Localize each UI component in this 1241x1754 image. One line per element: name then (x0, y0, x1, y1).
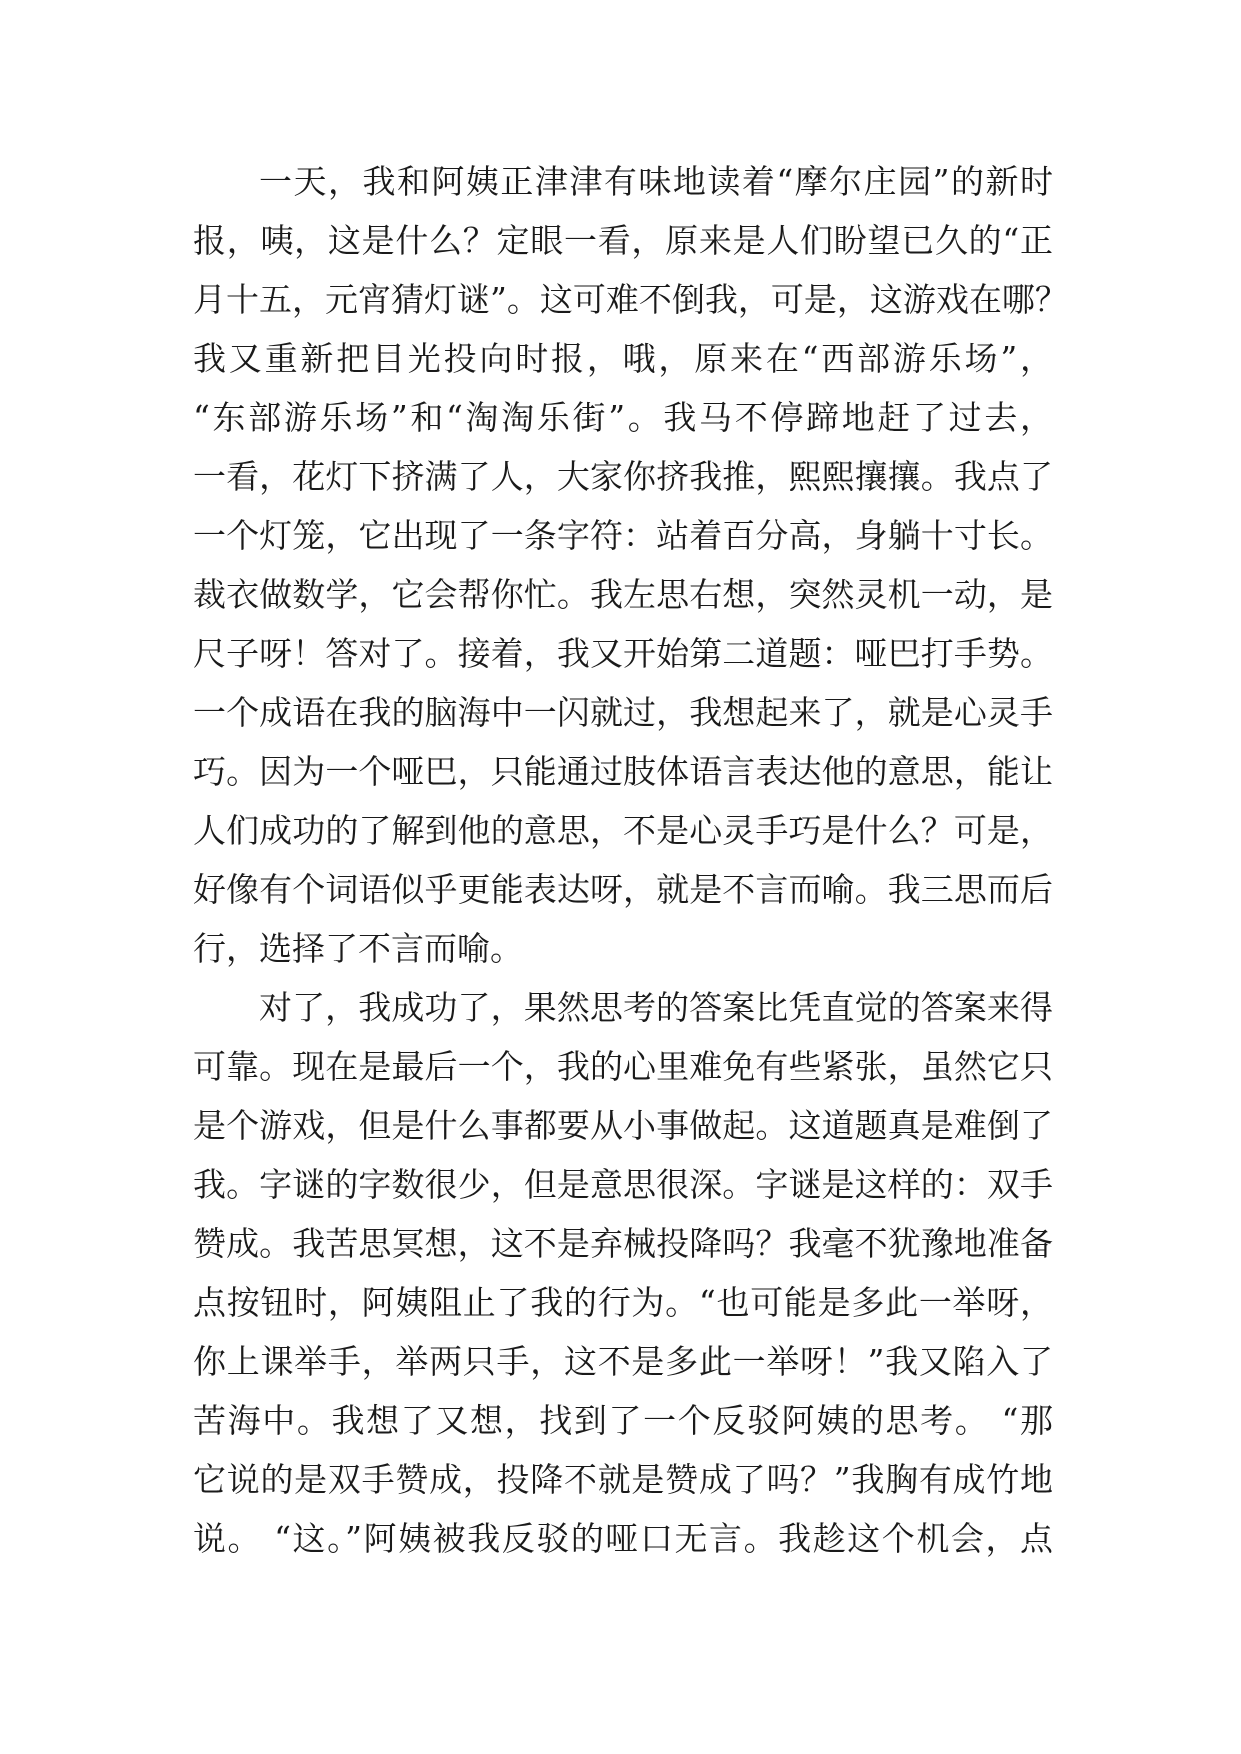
text-line: 我。字谜的字数很少，但是意思很深。字谜是这样的：双手 (193, 1165, 1053, 1204)
text-line: 苦海中。我想了又想，找到了一个反驳阿姨的思考。 “那 (193, 1401, 1053, 1440)
document-body (193, 152, 1068, 1568)
text-line: 一看，花灯下挤满了人，大家你挤我推，熙熙攘攘。我点了 (193, 457, 1053, 496)
text-line: 一个灯笼，它出现了一条字符：站着百分高，身躺十寸长。 (193, 516, 1053, 555)
text-line: 它说的是双手赞成，投降不就是赞成了吗？”我胸有成竹地 (193, 1460, 1053, 1499)
text-line: 人们成功的了解到他的意思，不是心灵手巧是什么？可是， (193, 811, 1053, 850)
text-line: 尺子呀！答对了。接着，我又开始第二道题：哑巴打手势。 (193, 634, 1053, 673)
text-line: 一天，我和阿姨正津津有味地读着“摩尔庄园”的新时 (259, 162, 1053, 201)
text-line: 你上课举手，举两只手，这不是多此一举呀！”我又陷入了 (193, 1342, 1053, 1381)
text-line: 可靠。现在是最后一个，我的心里难免有些紧张，虽然它只 (193, 1047, 1053, 1086)
text-line: 报，咦，这是什么？定眼一看，原来是人们盼望已久的“正 (193, 221, 1053, 260)
text-line: 赞成。我苦思冥想，这不是弃械投降吗？我毫不犹豫地准备 (193, 1224, 1053, 1263)
paragraph-1 (193, 152, 1068, 978)
text-line: 月十五，元宵猜灯谜”。这可难不倒我，可是，这游戏在哪？ (193, 280, 1068, 319)
text-line: 裁衣做数学，它会帮你忙。我左思右想，突然灵机一动，是 (193, 575, 1053, 614)
text-line: 点按钮时，阿姨阻止了我的行为。“也可能是多此一举呀， (193, 1283, 1053, 1322)
text-line: 对了，我成功了，果然思考的答案比凭直觉的答案来得 (259, 988, 1053, 1027)
text-line: 一个成语在我的脑海中一闪就过，我想起来了，就是心灵手 (193, 693, 1053, 732)
paragraph-2 (193, 978, 1053, 1568)
text-line: 是个游戏，但是什么事都要从小事做起。这道题真是难倒了 (193, 1106, 1053, 1145)
text-line: “东部游乐场”和“淘淘乐街”。我马不停蹄地赶了过去， (193, 398, 1053, 437)
text-line: 巧。因为一个哑巴，只能通过肢体语言表达他的意思，能让 (193, 752, 1053, 791)
text-line: 好像有个词语似乎更能表达呀，就是不言而喻。我三思而后 (193, 870, 1053, 909)
text-line: 我又重新把目光投向时报，哦，原来在“西部游乐场”， (193, 339, 1053, 378)
text-line: 行，选择了不言而喻。 (193, 929, 523, 968)
text-line: 说。 “这。”阿姨被我反驳的哑口无言。我趁这个机会，点 (193, 1519, 1053, 1558)
